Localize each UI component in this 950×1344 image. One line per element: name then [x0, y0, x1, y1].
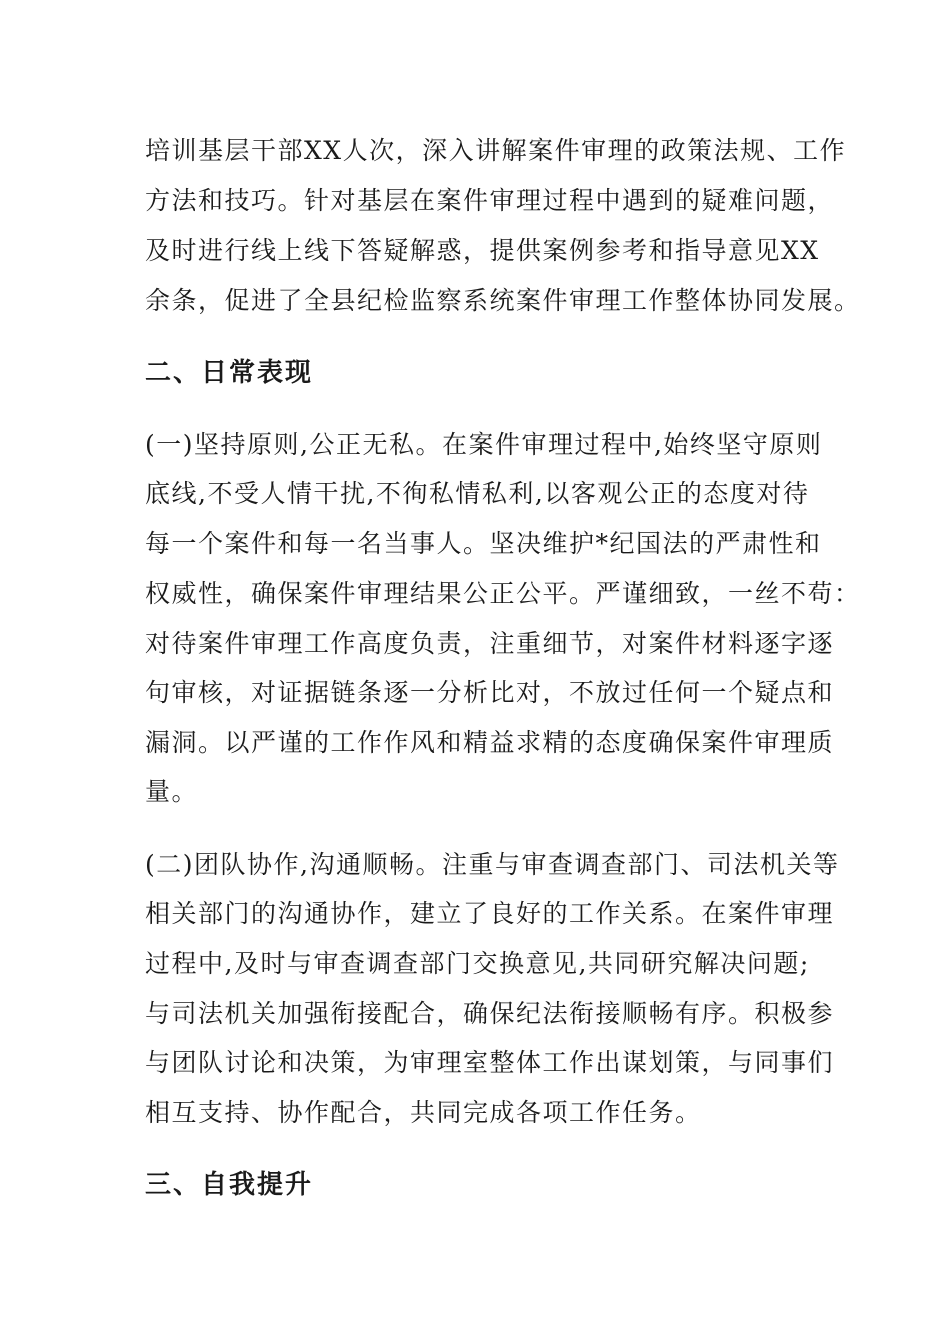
paragraph-line: 余条，促进了全县纪检监察系统案件审理工作整体协同发展。 — [145, 286, 861, 315]
paragraph-line: 相互支持、协作配合，共同完成各项工作任务。 — [145, 1098, 702, 1127]
paragraph-line: 过程中,及时与审查调查部门交换意见,共同研究解决问题; — [145, 949, 810, 978]
paragraph-line: 漏洞。以严谨的工作作风和精益求精的态度确保案件审理质 — [145, 728, 835, 757]
paragraph-line: 对待案件审理工作高度负责，注重细节，对案件材料逐字逐 — [145, 629, 835, 658]
section-heading-daily-performance: 二、日常表现 — [145, 358, 314, 388]
section-heading-self-improvement: 三、自我提升 — [145, 1170, 314, 1200]
paragraph-line: 与团队讨论和决策，为审理室整体工作出谋划策，与同事们 — [145, 1048, 835, 1077]
paragraph-line: 与司法机关加强衔接配合，确保纪法衔接顺畅有序。积极参 — [145, 999, 835, 1028]
paragraph-line: 相关部门的沟通协作，建立了良好的工作关系。在案件审理 — [145, 899, 835, 928]
paragraph-line: (一)坚持原则,公正无私。在案件审理过程中,始终坚守原则 — [145, 430, 823, 459]
paragraph-line: 方法和技巧。针对基层在案件审理过程中遇到的疑难问题， — [145, 186, 835, 215]
paragraph-line: (二)团队协作,沟通顺畅。注重与审查调查部门、司法机关等 — [145, 850, 840, 879]
paragraph-line: 权威性，确保案件审理结果公正公平。严谨细致，一丝不苟： — [145, 579, 861, 608]
paragraph-line: 每一个案件和每一名当事人。坚决维护*纪国法的严肃性和 — [145, 529, 822, 558]
paragraph-line: 底线,不受人情干扰,不徇私情私利,以客观公正的态度对待 — [145, 479, 810, 508]
paragraph-line: 培训基层干部XX人次，深入讲解案件审理的政策法规、工作 — [145, 136, 847, 165]
paragraph-line: 句审核，对证据链条逐一分析比对，不放过任何一个疑点和 — [145, 678, 835, 707]
paragraph-line: 量。 — [145, 777, 199, 806]
paragraph-line: 及时进行线上线下答疑解惑，提供案例参考和指导意见XX — [145, 236, 820, 265]
